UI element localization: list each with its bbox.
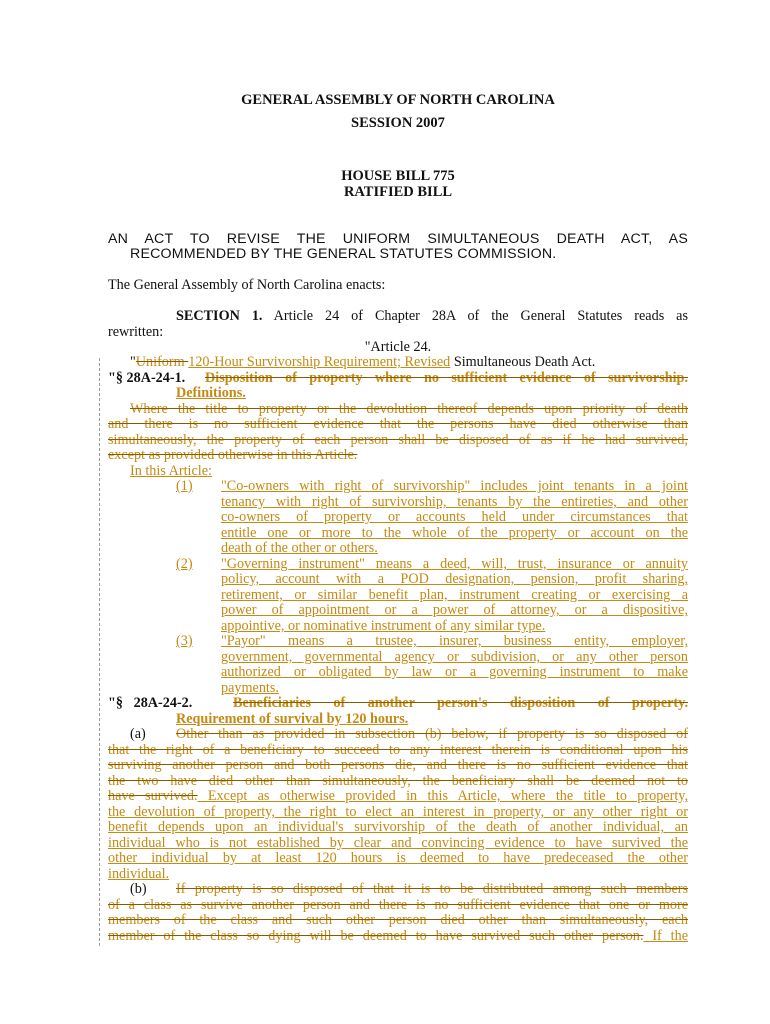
definitions-intro: In this Article: bbox=[130, 463, 212, 479]
s2b-old-text-line: If property is so disposed of that it is to be distributed among such members bbox=[176, 881, 688, 897]
definition-line: policy, account with a POD designation, pension, profit sharing, bbox=[221, 571, 688, 587]
definition-line: power of appointment or a power of attorney, or a dispositive, bbox=[221, 602, 688, 618]
section-28a-24-1-number: "§ 28A-24-1. bbox=[108, 370, 186, 386]
section-28a-24-1-old-caption: Disposition of property where no sufficient evidence of survivorship. bbox=[205, 370, 688, 386]
s2a-mixed-line: have survived. Except as otherwise provided in this Article, where the title to property, bbox=[108, 788, 688, 804]
session-heading: SESSION 2007 bbox=[351, 115, 445, 131]
s1-old-text-line: except as provided otherwise in this Article. bbox=[108, 447, 358, 463]
section1-line2: rewritten: bbox=[108, 324, 164, 340]
s2a-old-text-line: the two have died other than simultaneously, the beneficiary shall be deemed not to bbox=[108, 773, 688, 789]
s2a-new-text-line: other individual by at least 120 hours is deemed to have predeceased the other bbox=[108, 850, 688, 866]
definition-line: "Payor" means a trustee, insurer, business entity, employer, bbox=[221, 633, 688, 649]
section-28a-24-1-new-caption: Definitions. bbox=[176, 385, 246, 401]
s2b-mixed-line: member of the class so dying will be deemed to have survived such other person. If the bbox=[108, 928, 688, 944]
s2a-new-text-line: benefit depends upon an individual's survivorship of the death of another individual, an bbox=[108, 819, 688, 835]
change-bar bbox=[99, 358, 100, 946]
definition-line: death of the other or others. bbox=[221, 540, 378, 556]
definition-number: (1) bbox=[176, 478, 193, 494]
definition-line: authorized or obligated by law or a governing instrument to make bbox=[221, 664, 688, 680]
section-28a-24-2-old-caption: Beneficiaries of another person's disposition of property. bbox=[233, 695, 688, 711]
s2a-new-text-line: individual. bbox=[108, 866, 170, 882]
assembly-heading: GENERAL ASSEMBLY OF NORTH CAROLINA bbox=[241, 92, 555, 108]
section1-text: Article 24 of Chapter 28A of the General Statutes reads as bbox=[262, 308, 688, 324]
article-number: "Article 24. bbox=[364, 339, 432, 355]
s1-old-text-line: and there is no sufficient evidence that the persons have died otherwise than bbox=[108, 416, 688, 432]
s2b-old-text-line: members of the class and such other person died other than simultaneously, each bbox=[108, 912, 688, 928]
s2a-old-text-line: Other than as provided in subsection (b) below, if property is so disposed of bbox=[176, 726, 688, 742]
s1-old-text-line: simultaneously, the property of each person shall be disposed of as if he had survived, bbox=[108, 432, 688, 448]
definition-line: appointive, or nominative instrument of any similar type. bbox=[221, 618, 546, 634]
definition-line: entitle one or more to the whole of the property or account on the bbox=[221, 525, 688, 541]
bill-number: HOUSE BILL 775 bbox=[341, 168, 455, 184]
definition-line: co-owners of property or accounts held under circumstances that bbox=[221, 509, 688, 525]
definition-number: (3) bbox=[176, 633, 193, 649]
enacting-clause: The General Assembly of North Carolina enacts: bbox=[108, 277, 386, 293]
act-title-line1: AN ACT TO REVISE THE UNIFORM SIMULTANEOUS DEATH ACT, AS bbox=[108, 231, 688, 247]
s2a-new-text-line: the devolution of property, the right to elect an interest in property, or any other right or bbox=[108, 804, 688, 820]
definition-line: "Co-owners with right of survivorship" includes joint tenants in a joint bbox=[221, 478, 688, 494]
s2b-old-text-line: of a class as survive another person and there is no sufficient evidence that one or more bbox=[108, 897, 688, 913]
definition-line: tenancy with right of survivorship, tenants by the entireties, and other bbox=[221, 494, 688, 510]
inserted-text: 120-Hour Survivorship Requirement; Revised bbox=[188, 354, 451, 370]
definition-line: "Governing instrument" means a deed, will, trust, insurance or annuity bbox=[221, 556, 688, 572]
s2a-old-text-line: that the right of a beneficiary to succeed to any interest therein is conditional upon his bbox=[108, 742, 688, 758]
section1-line1 bbox=[176, 308, 688, 324]
subsection-b-label: (b) bbox=[130, 881, 147, 897]
definition-line: retirement, or similar benefit plan, instrument creating or exercising a bbox=[221, 587, 688, 603]
act-title-line2: RECOMMENDED BY THE GENERAL STATUTES COMMISSION. bbox=[130, 246, 557, 262]
definition-number: (2) bbox=[176, 556, 193, 572]
section-28a-24-2-number: "§ 28A-24-2. bbox=[108, 695, 193, 711]
ratified-label: RATIFIED BILL bbox=[343, 184, 453, 200]
definition-line: government, governmental agency or subdivision, or any other person bbox=[221, 649, 688, 665]
deleted-text: Uniform bbox=[135, 354, 189, 370]
s2a-new-text-line: individual who is not established by clear and convincing evidence to have survived the bbox=[108, 835, 688, 851]
section-28a-24-2-new-caption: Requirement of survival by 120 hours. bbox=[176, 711, 409, 727]
article-title: "Uniform 120-Hour Survivorship Requirement; Revised Simultaneous Death Act. bbox=[130, 354, 596, 370]
s1-old-text-line: Where the title to property or the devolution thereof depends upon priority of death bbox=[130, 401, 688, 417]
subsection-a-label: (a) bbox=[130, 726, 146, 742]
definition-line: payments. bbox=[221, 680, 279, 696]
s2a-old-text-line: surviving another person and both persons die, and there is no sufficient evidence that bbox=[108, 757, 688, 773]
section1-label: SECTION 1. bbox=[176, 308, 263, 324]
